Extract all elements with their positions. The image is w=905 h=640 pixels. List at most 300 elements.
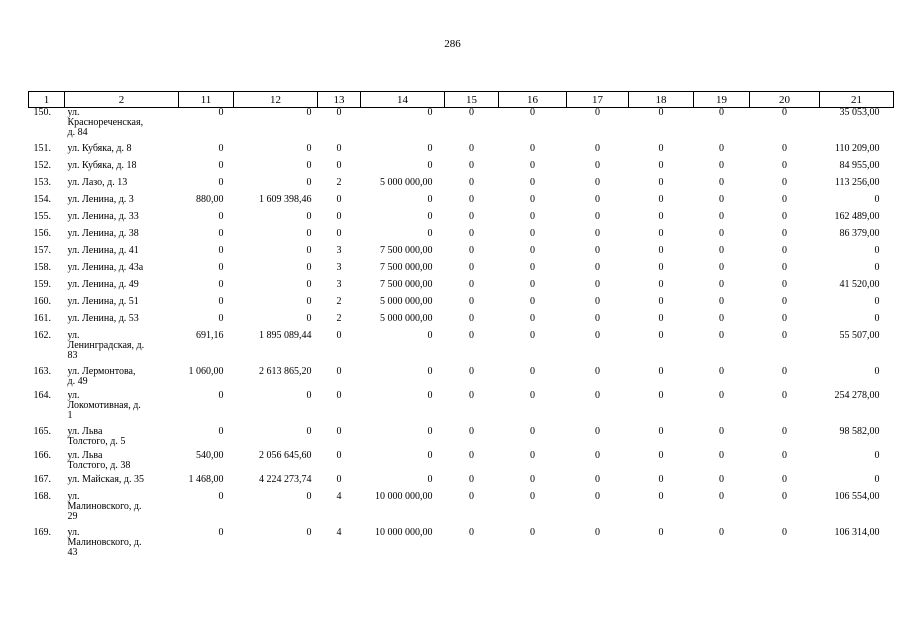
address-line: ул. Ленина, д. 53 [67,312,139,324]
col-19-cell: 0 [719,312,724,324]
address-line: ул. Льва [67,449,103,461]
col-20-cell: 0 [782,107,787,118]
column-header-15: 15 [445,92,499,108]
row-number-cell: 159. [33,278,51,290]
col-14-cell: 0 [427,329,433,341]
address-cell [65,161,179,178]
col-15-cell: 0 [469,107,474,118]
col-11-cell: 0 [218,526,224,538]
col-14-cell: 7 500 000,00 [380,261,433,273]
col-13-cell: 3 [336,261,342,273]
table-body [29,108,894,564]
col-20-cell: 0 [782,526,787,538]
address-line: 43 [67,546,78,558]
column-header-20: 20 [750,92,820,108]
col-19-cell: 0 [719,449,724,461]
col-17-cell: 0 [595,329,600,341]
col-12-cell: 1 895 089,44 [259,329,312,341]
col-12-cell: 0 [306,159,312,171]
col-18-cell: 0 [658,227,664,239]
row-number-cell: 167. [33,473,51,485]
row-number-cell: 163. [33,365,51,377]
col-14-cell: 0 [427,159,433,171]
col-18-cell: 0 [658,244,664,256]
col-21-cell: 86 379,00 [839,227,880,239]
col-14-cell: 0 [427,473,433,485]
row-number-cell: 152. [33,159,51,171]
address-line: Малиновского, д. [67,536,142,548]
col-19-cell: 0 [719,142,724,154]
col-19-cell: 0 [719,227,724,239]
col-18-cell: 0 [658,142,664,154]
col-20-cell: 0 [782,425,787,437]
address-line: Толстого, д. 5 [67,435,126,447]
header-row [29,92,894,108]
row-number-cell: 153. [33,176,51,188]
col-17-cell: 0 [595,107,600,118]
table-row [29,391,894,427]
row-number-cell: 164. [33,389,51,401]
column-header-16: 16 [499,92,567,108]
col-11-cell: 0 [218,261,224,273]
col-20-cell: 0 [782,261,787,273]
row-number-cell: 160. [33,295,51,307]
col-11-cell: 0 [218,278,224,290]
col-18-cell: 0 [658,449,664,461]
address-line: ул. Ленина, д. 43а [67,261,144,273]
col-12-cell: 0 [306,295,312,307]
address-cell [65,212,179,229]
col-20-cell: 0 [782,227,787,239]
col-15-cell: 0 [469,159,474,171]
col-14-cell: 0 [427,389,433,401]
address-cell [65,229,179,246]
col-11-cell: 0 [218,227,224,239]
col-12-cell: 2 056 645,60 [259,449,312,461]
column-header-14: 14 [361,92,445,108]
table-row [29,297,894,314]
col-12-cell: 0 [306,107,312,118]
col-14-cell: 0 [427,227,433,239]
col-13-cell: 3 [336,278,342,290]
col-12-cell: 0 [306,278,312,290]
column-header-19: 19 [694,92,750,108]
table-row [29,367,894,391]
col-11-cell: 0 [218,210,224,222]
address-cell [65,195,179,212]
address-line: ул. Ленина, д. 33 [67,210,139,222]
address-line: ул. Майская, д. 35 [67,473,145,485]
col-20-cell: 0 [782,295,787,307]
col-15-cell: 0 [469,425,474,437]
col-13-cell: 2 [336,312,342,324]
address-line: ул. Лермонтова, [67,365,136,377]
col-18-cell: 0 [658,389,664,401]
column-header-13: 13 [318,92,361,108]
col-13-cell: 0 [336,389,342,401]
col-16-cell: 0 [530,176,535,188]
column-header-12: 12 [234,92,318,108]
address-cell [65,108,179,144]
address-line: ул. Кубяка, д. 8 [67,142,132,154]
col-21-cell: 106 554,00 [834,490,880,502]
address-cell [65,263,179,280]
col-21-cell: 0 [874,449,880,461]
col-16-cell: 0 [530,193,535,205]
col-16-cell: 0 [530,278,535,290]
col-16-cell: 0 [530,295,535,307]
col-12-cell: 0 [306,312,312,324]
address-line: ул. [67,329,80,341]
address-line: ул. [67,526,80,538]
col-20-cell: 0 [782,389,787,401]
address-line: Локомотивная, д. [67,399,141,411]
address-cell [65,528,179,564]
address-line: Ленинградская, д. [67,339,145,351]
col-21-cell: 35 053,00 [839,107,880,118]
col-21-cell: 106 314,00 [834,526,880,538]
col-13-cell: 0 [336,227,342,239]
col-15-cell: 0 [469,193,474,205]
address-line: ул. Лазо, д. 13 [67,176,128,188]
col-15-cell: 0 [469,210,474,222]
col-16-cell: 0 [530,365,535,377]
col-19-cell: 0 [719,210,724,222]
col-13-cell: 0 [336,210,342,222]
col-18-cell: 0 [658,526,664,538]
col-20-cell: 0 [782,329,787,341]
col-12-cell: 0 [306,244,312,256]
col-17-cell: 0 [595,227,600,239]
address-line: ул. [67,107,80,118]
col-17-cell: 0 [595,210,600,222]
col-20-cell: 0 [782,365,787,377]
col-17-cell: 0 [595,244,600,256]
col-15-cell: 0 [469,473,474,485]
col-11-cell: 540,00 [196,449,224,461]
col-12-cell: 0 [306,227,312,239]
col-15-cell: 0 [469,142,474,154]
col-16-cell: 0 [530,142,535,154]
col-12-cell: 0 [306,389,312,401]
col-17-cell: 0 [595,312,600,324]
address-cell [65,314,179,331]
address-cell [65,331,179,367]
col-16-cell: 0 [530,312,535,324]
col-17-cell: 0 [595,261,600,273]
address-line: Толстого, д. 38 [67,459,131,471]
col-16-cell: 0 [530,261,535,273]
col-11-cell: 0 [218,312,224,324]
column-header-2: 2 [65,92,179,108]
table-row [29,108,894,144]
col-21-cell: 55 507,00 [839,329,880,341]
column-header-18: 18 [629,92,694,108]
col-17-cell: 0 [595,526,600,538]
col-14-cell: 5 000 000,00 [380,176,433,188]
col-16-cell: 0 [530,329,535,341]
col-18-cell: 0 [658,107,664,118]
col-17-cell: 0 [595,295,600,307]
col-16-cell: 0 [530,526,535,538]
address-cell [65,367,179,391]
col-15-cell: 0 [469,526,474,538]
col-19-cell: 0 [719,159,724,171]
col-18-cell: 0 [658,159,664,171]
col-21-cell: 0 [874,365,880,377]
address-line: 83 [67,349,78,361]
col-12-cell: 4 224 273,74 [259,473,312,485]
col-20-cell: 0 [782,473,787,485]
row-number-cell: 165. [33,425,51,437]
col-18-cell: 0 [658,329,664,341]
col-15-cell: 0 [469,227,474,239]
table-row [29,246,894,263]
col-14-cell: 0 [427,210,433,222]
col-21-cell: 0 [874,261,880,273]
table-row [29,528,894,564]
col-16-cell: 0 [530,490,535,502]
col-19-cell: 0 [719,244,724,256]
col-11-cell: 1 468,00 [188,473,224,485]
row-number-cell: 162. [33,329,51,341]
column-header-17: 17 [567,92,629,108]
address-line: ул. Ленина, д. 51 [67,295,139,307]
col-20-cell: 0 [782,449,787,461]
col-21-cell: 0 [874,244,880,256]
col-13-cell: 4 [336,490,342,502]
col-15-cell: 0 [469,312,474,324]
column-header-1: 1 [29,92,65,108]
col-13-cell: 0 [336,107,342,118]
table-row [29,331,894,367]
col-18-cell: 0 [658,295,664,307]
address-cell [65,451,179,475]
address-cell [65,246,179,263]
row-number-cell: 158. [33,261,51,273]
col-18-cell: 0 [658,425,664,437]
col-14-cell: 10 000 000,00 [375,490,433,502]
col-21-cell: 0 [874,295,880,307]
col-17-cell: 0 [595,490,600,502]
col-18-cell: 0 [658,312,664,324]
col-13-cell: 0 [336,159,342,171]
column-header-21: 21 [820,92,894,108]
page-number: 286 [444,38,461,50]
col-11-cell: 0 [218,244,224,256]
table-row [29,144,894,161]
table-row [29,492,894,528]
col-17-cell: 0 [595,278,600,290]
row-number-cell: 151. [33,142,51,154]
col-19-cell: 0 [719,490,724,502]
col-20-cell: 0 [782,193,787,205]
col-14-cell: 5 000 000,00 [380,312,433,324]
address-cell [65,297,179,314]
col-19-cell: 0 [719,526,724,538]
col-19-cell: 0 [719,389,724,401]
col-18-cell: 0 [658,193,664,205]
col-11-cell: 0 [218,295,224,307]
row-number-cell: 169. [33,526,51,538]
col-21-cell: 0 [874,193,880,205]
table-row [29,314,894,331]
col-18-cell: 0 [658,490,664,502]
col-13-cell: 0 [336,193,342,205]
col-16-cell: 0 [530,473,535,485]
table-row [29,195,894,212]
col-21-cell: 110 209,00 [834,142,880,154]
col-14-cell: 7 500 000,00 [380,244,433,256]
row-number-cell: 161. [33,312,51,324]
address-line: Малиновского, д. [67,500,142,512]
col-20-cell: 0 [782,142,787,154]
col-15-cell: 0 [469,261,474,273]
col-14-cell: 5 000 000,00 [380,295,433,307]
col-17-cell: 0 [595,142,600,154]
address-cell [65,280,179,297]
col-13-cell: 0 [336,449,342,461]
table-row [29,178,894,195]
col-15-cell: 0 [469,389,474,401]
col-13-cell: 0 [336,473,342,485]
col-15-cell: 0 [469,295,474,307]
table-row [29,475,894,492]
col-20-cell: 0 [782,244,787,256]
col-14-cell: 0 [427,142,433,154]
col-16-cell: 0 [530,244,535,256]
col-11-cell: 0 [218,389,224,401]
address-line: д. 49 [67,375,88,387]
col-19-cell: 0 [719,193,724,205]
col-12-cell: 2 613 865,20 [259,365,312,377]
row-number-cell: 157. [33,244,51,256]
col-15-cell: 0 [469,490,474,502]
col-19-cell: 0 [719,278,724,290]
col-15-cell: 0 [469,244,474,256]
address-line: ул. Ленина, д. 41 [67,244,139,256]
address-cell [65,475,179,492]
col-13-cell: 0 [336,425,342,437]
col-12-cell: 0 [306,490,312,502]
col-11-cell: 0 [218,490,224,502]
col-21-cell: 0 [874,312,880,324]
col-14-cell: 0 [427,365,433,377]
col-17-cell: 0 [595,159,600,171]
col-12-cell: 0 [306,526,312,538]
address-line: ул. [67,389,80,401]
address-line: ул. Льва [67,425,103,437]
column-header-11: 11 [179,92,234,108]
table-row [29,263,894,280]
col-21-cell: 98 582,00 [839,425,880,437]
address-cell [65,492,179,528]
row-number-cell: 166. [33,449,51,461]
col-19-cell: 0 [719,261,724,273]
col-14-cell: 0 [427,425,433,437]
col-12-cell: 0 [306,210,312,222]
col-16-cell: 0 [530,210,535,222]
col-11-cell: 0 [218,176,224,188]
col-18-cell: 0 [658,261,664,273]
col-13-cell: 0 [336,329,342,341]
col-21-cell: 0 [874,473,880,485]
col-16-cell: 0 [530,107,535,118]
table-row [29,451,894,475]
col-20-cell: 0 [782,159,787,171]
table-row [29,280,894,297]
col-13-cell: 2 [336,295,342,307]
table-row [29,427,894,451]
address-line: 29 [67,510,78,522]
col-18-cell: 0 [658,473,664,485]
col-19-cell: 0 [719,329,724,341]
col-21-cell: 162 489,00 [834,210,880,222]
col-21-cell: 84 955,00 [839,159,880,171]
col-12-cell: 0 [306,176,312,188]
address-line: ул. Кубяка, д. 18 [67,159,137,171]
row-number-cell: 154. [33,193,51,205]
table-row [29,161,894,178]
col-16-cell: 0 [530,389,535,401]
col-17-cell: 0 [595,365,600,377]
col-12-cell: 0 [306,261,312,273]
col-11-cell: 0 [218,142,224,154]
col-16-cell: 0 [530,159,535,171]
col-15-cell: 0 [469,278,474,290]
data-table [28,91,894,564]
col-11-cell: 0 [218,159,224,171]
table-row [29,229,894,246]
col-11-cell: 0 [218,425,224,437]
col-17-cell: 0 [595,425,600,437]
col-18-cell: 0 [658,176,664,188]
col-11-cell: 691,16 [196,329,224,341]
col-17-cell: 0 [595,176,600,188]
col-16-cell: 0 [530,425,535,437]
address-line: ул. Ленина, д. 49 [67,278,139,290]
col-14-cell: 10 000 000,00 [375,526,433,538]
address-line: ул. [67,490,80,502]
col-18-cell: 0 [658,365,664,377]
col-12-cell: 0 [306,142,312,154]
address-cell [65,427,179,451]
col-21-cell: 41 520,00 [839,278,880,290]
col-13-cell: 2 [336,176,342,188]
col-15-cell: 0 [469,329,474,341]
row-number-cell: 155. [33,210,51,222]
col-11-cell: 880,00 [196,193,224,205]
address-line: 1 [67,409,73,421]
col-17-cell: 0 [595,389,600,401]
col-16-cell: 0 [530,227,535,239]
col-20-cell: 0 [782,312,787,324]
col-20-cell: 0 [782,176,787,188]
col-20-cell: 0 [782,210,787,222]
col-19-cell: 0 [719,473,724,485]
col-19-cell: 0 [719,365,724,377]
col-18-cell: 0 [658,210,664,222]
col-21-cell: 254 278,00 [834,389,880,401]
col-19-cell: 0 [719,176,724,188]
address-line: ул. Ленина, д. 3 [67,193,134,205]
col-17-cell: 0 [595,473,600,485]
row-number-cell: 156. [33,227,51,239]
table-row [29,212,894,229]
col-19-cell: 0 [719,107,724,118]
col-19-cell: 0 [719,295,724,307]
col-14-cell: 0 [427,449,433,461]
